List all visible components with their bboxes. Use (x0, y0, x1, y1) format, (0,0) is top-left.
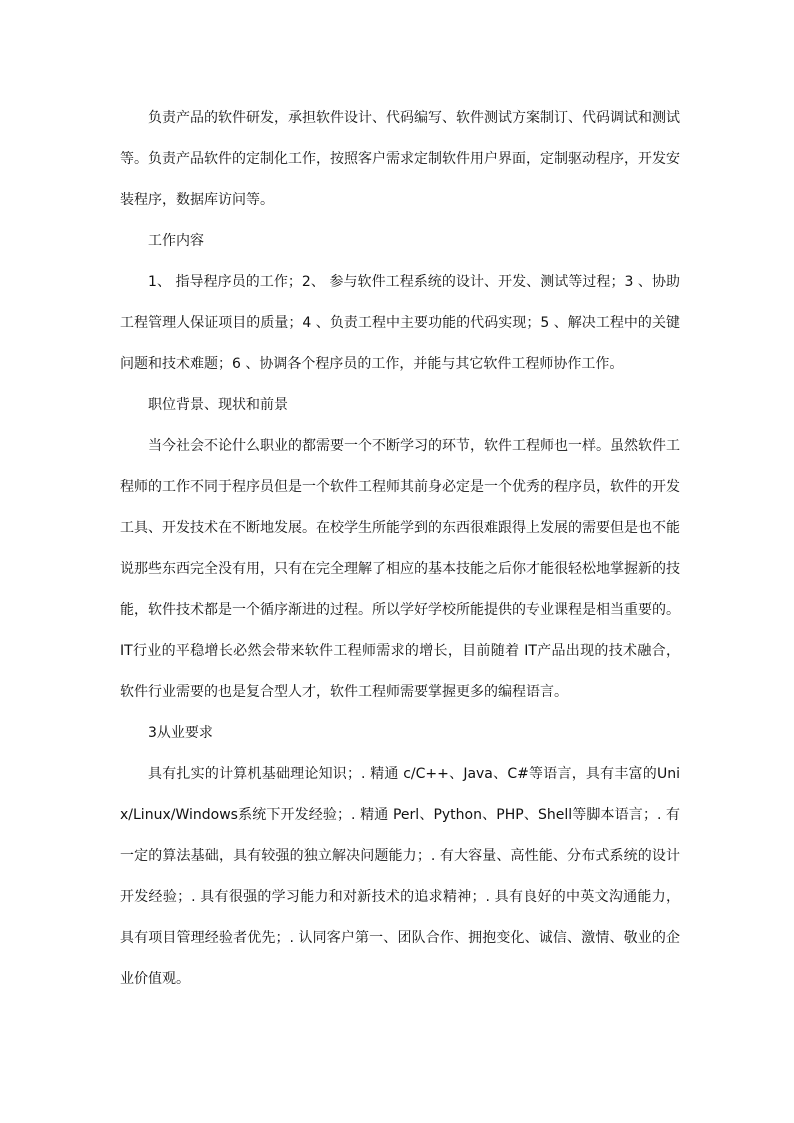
paragraph-work-content: 1、 指导程序员的工作；2、 参与软件工程系统的设计、开发、测试等过程；3 、协助工程管理人保证项目的质量；4 、负责工程中主要功能的代码实现；5 、解决工程中的关键问题和技术难题；6 、协调各个程序员的工作，并能与其它软件工程师协作工作。 (120, 274, 680, 372)
document-content (120, 98, 680, 1000)
heading-work-content: 工作内容 (148, 233, 204, 249)
paragraph-requirements: 具有扎实的计算机基础理论知识；. 精通 c/C++、Java、C#等语言，具有丰富的Unix/Linux/Windows系统下开发经验；. 精通 Perl、Python、PHP、Shell等脚本语言；. 有一定的算法基础，具有较强的独立解决问题能力；. 有大容量、高性能、分布式系统的设计开发经验；. 具有很强的学习能力和对新技术的追求精神；. 具有良好的中英文沟通能力，具有项目管理经验者优先；. 认同客户第一、团队合作、拥抱变化、诚信、激情、敬业的企业价值观。 (120, 766, 680, 987)
paragraph-responsibilities: 负责产品的软件研发，承担软件设计、代码编写、软件测试方案制订、代码调试和测试等。负责产品软件的定制化工作，按照客户需求定制软件用户界面，定制驱动程序，开发安装程序，数据库访问等。 (120, 110, 680, 208)
heading-requirements: 3从业要求 (148, 725, 213, 741)
heading-background: 职位背景、现状和前景 (148, 397, 288, 413)
paragraph-background: 当今社会不论什么职业的都需要一个不断学习的环节，软件工程师也一样。虽然软件工程师的工作不同于程序员但是一个软件工程师其前身必定是一个优秀的程序员，软件的开发工具、开发技术在不断地发展。在校学生所能学到的东西很难跟得上发展的需要但是也不能说那些东西完全没有用，只有在完全理解了相应的基本技能之后你才能很轻松地掌握新的技能，软件技术都是一个循序渐进的过程。所以学好学校所能提供的专业课程是相当重要的。IT行业的平稳增长必然会带来软件工程师需求的增长，目前随着 IT产品出现的技术融合，软件行业需要的也是复合型人才，软件工程师需要掌握更多的编程语言。 (120, 438, 680, 700)
